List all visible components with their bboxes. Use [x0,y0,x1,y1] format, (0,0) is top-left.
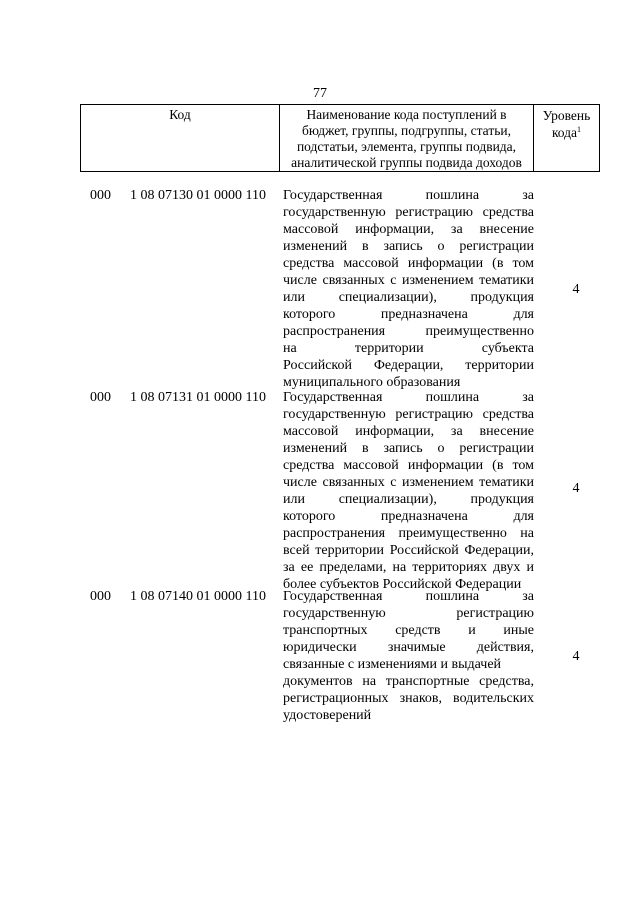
header-name-line: подстатьи, элемента, группы подвида, [296,139,517,154]
revenue-name-line: за ее пределами, на территориях двух и [283,560,534,575]
header-name-column [280,105,534,171]
revenue-name-line: юридически значимые действия, [283,640,534,655]
revenue-name-line: на территории субъекта [283,341,534,356]
revenue-name-line: всей территории Российской Федерации, [283,543,534,558]
revenue-name-line: государственную регистрацию [283,606,534,621]
revenue-name-line: средства массовой информации (в том [283,458,534,473]
header-level-column [534,105,600,171]
revenue-code: 1 08 07131 01 0000 110 [130,390,266,405]
revenue-name-line: средства массовой информации (в том [283,256,534,271]
header-level-label: Уровень [542,108,591,123]
revenue-name-line: распространения преимущественно на [283,526,534,541]
header-code-column [80,105,280,171]
header-name-line: бюджет, группы, подгруппы, статьи, [302,123,511,138]
code-level: 4 [572,649,580,664]
revenue-name [283,389,534,593]
admin-code: 000 [90,589,111,604]
revenue-name-line: Государственная пошлина за [283,188,534,203]
revenue-name-line: числе связанных с изменением тематики [283,475,534,490]
table-header [80,104,600,172]
revenue-code: 1 08 07130 01 0000 110 [130,188,266,203]
code-level: 4 [572,282,580,297]
code-level: 4 [572,481,580,496]
revenue-name-line: массовой информации, за внесение [283,222,534,237]
revenue-name-line: или специализации), продукция [283,290,534,305]
header-code-label: Код [169,107,191,122]
revenue-code: 1 08 07140 01 0000 110 [130,589,266,604]
revenue-name-line: удостоверений [283,708,372,723]
admin-code: 000 [90,390,111,405]
revenue-name-line: транспортных средств и иные [283,623,534,638]
revenue-name-line: государственную регистрацию средства [283,205,534,220]
header-name-line: Наименование кода поступлений в [306,107,507,122]
revenue-name-line: Российской Федерации, территории [283,358,534,373]
admin-code: 000 [90,188,111,203]
revenue-name-line: документов на транспортные средства, [283,674,534,689]
revenue-name-line: Государственная пошлина за [283,390,534,405]
revenue-name-line: государственную регистрацию средства [283,407,534,422]
revenue-name-line: массовой информации, за внесение [283,424,534,439]
page-number: 77 [313,86,327,101]
revenue-name-line: связанные с изменениями и выдачей [283,657,502,672]
revenue-name-line: или специализации), продукция [283,492,534,507]
revenue-name-line: распространения преимущественно [283,324,534,339]
revenue-name [283,588,534,724]
footnote-marker: 1 [577,125,582,134]
revenue-name-line: которого предназначена для [283,509,534,524]
revenue-name [283,187,534,391]
revenue-name-line: изменений в запись о регистрации [283,441,534,456]
header-name-line: аналитической группы подвида доходов [291,155,522,170]
header-level-label-code: кода [551,125,578,140]
revenue-name-line: Государственная пошлина за [283,589,534,604]
revenue-name-line: которого предназначена для [283,307,534,322]
revenue-name-line: более субъектов Российской Федерации [283,577,522,592]
revenue-name-line: муниципального образования [283,375,461,390]
revenue-name-line: числе связанных с изменением тематики [283,273,534,288]
revenue-name-line: изменений в запись о регистрации [283,239,534,254]
revenue-name-line: регистрационных знаков, водительских [283,691,534,706]
